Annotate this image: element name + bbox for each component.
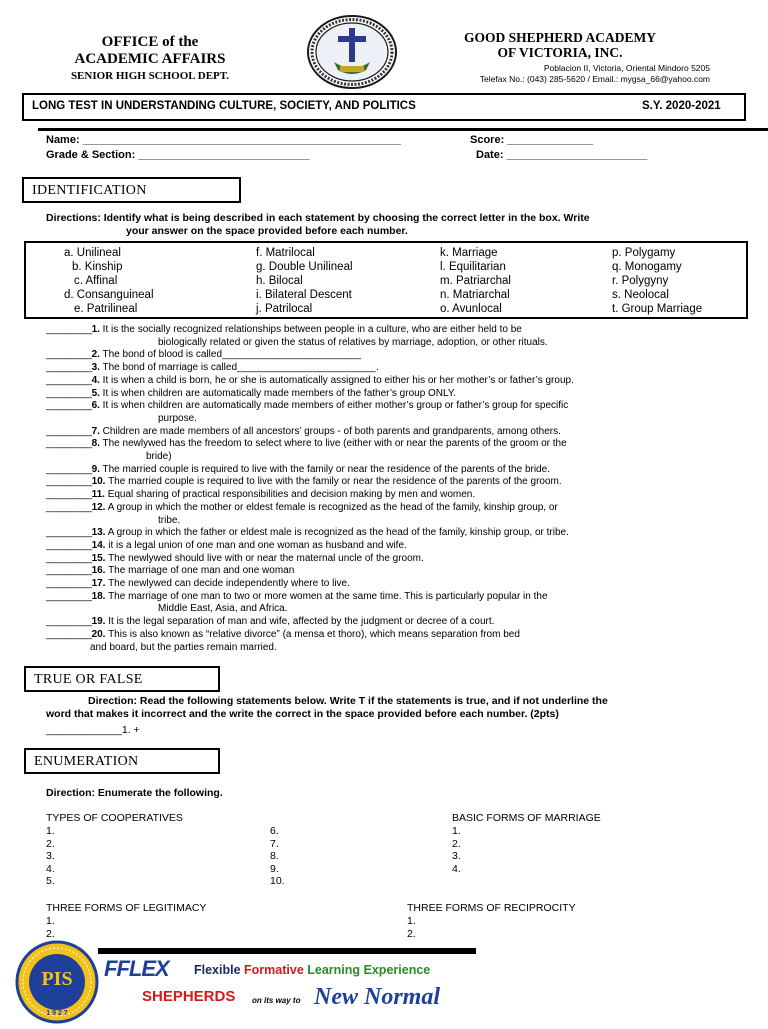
choice-item: q. Monogamy	[612, 261, 682, 273]
school-header	[410, 30, 710, 85]
identification-heading: IDENTIFICATION	[32, 183, 147, 198]
item-text: The marriage of one man and one woman	[105, 565, 295, 577]
types-of-cooperatives-col1	[46, 825, 55, 888]
enumeration-entry[interactable]: 3.	[46, 850, 55, 863]
item-text: The bond of blood is called_________________________	[99, 349, 362, 361]
answer-blank[interactable]: _________	[46, 349, 92, 361]
enumeration-directions: Direction: Enumerate the following.	[46, 787, 223, 799]
true-false-heading-box	[24, 666, 220, 692]
item-text: It is when children are automatically made members of either mother’s group or father’s group for specific	[99, 400, 569, 412]
item-number: 12.	[91, 501, 106, 513]
true-false-directions-line1: Direction: Read the following statements below. Write T if the statements is true, and if not underline the	[88, 695, 608, 707]
school-seal-logo	[306, 14, 398, 90]
answer-blank[interactable]: _________	[46, 578, 92, 589]
choice-item: a. Unilineal	[64, 247, 121, 259]
identification-item	[46, 540, 722, 553]
item-text: It is when a child is born, he or she is automatically assigned to either his or her mother’s or father’s group.	[99, 374, 574, 386]
enumeration-entry[interactable]: 9.	[270, 862, 279, 875]
item-text: Children are made members of all ancestors’ groups - of both parents and grandparents, among others.	[99, 425, 561, 437]
new-normal-text: New Normal	[314, 984, 440, 1010]
enumeration-entry[interactable]: 2.	[452, 837, 461, 850]
identification-item	[46, 591, 722, 604]
item-text: The bond of marriage is called_________________________.	[99, 362, 379, 374]
school-contact: Telefax No.: (043) 285-5620 / Email.: mygsa_66@yahoo.com	[479, 74, 710, 84]
identification-item	[46, 565, 722, 578]
basic-forms-of-marriage-list	[452, 825, 461, 875]
choice-item: j. Patrilocal	[256, 303, 313, 315]
item-text: A group in which the father or eldest male is recognized as the head of the family, kinship group, or tribe.	[105, 527, 569, 539]
identification-item	[46, 464, 722, 477]
item-number: 17.	[91, 578, 106, 589]
on-its-way-text: on its way to	[252, 996, 301, 1005]
true-false-item-1[interactable]: _____________1. +	[46, 724, 140, 736]
enumeration-entry[interactable]: 1.	[46, 825, 55, 837]
identification-item	[46, 553, 722, 566]
shepherds-text: SHEPHERDS	[142, 988, 236, 1005]
office-line3: SENIOR HIGH SCHOOL DEPT.	[70, 70, 230, 82]
identification-directions-line2: your answer on the space provided before each number.	[126, 225, 408, 237]
choice-item: o. Avunlocal	[440, 303, 502, 315]
answer-blank[interactable]: _________	[46, 362, 92, 374]
divider-line	[38, 128, 768, 131]
enumeration-heading-box	[24, 748, 220, 774]
item-text: it is a legal union of one man and one woman as husband and wife.	[105, 539, 407, 551]
answer-blank[interactable]: _________	[46, 590, 92, 602]
item-text: This is also known as “relative divorce” (a mensa et thoro), which means separation from bed	[105, 628, 520, 640]
basic-forms-of-marriage-title: BASIC FORMS OF MARRIAGE	[452, 812, 601, 824]
school-address: Poblacion II, Victoria, Oriental Mindoro 5205	[543, 63, 710, 73]
choice-item: b. Kinship	[72, 261, 123, 273]
item-number: 19.	[91, 616, 106, 628]
true-false-directions	[46, 695, 736, 721]
enumeration-entry[interactable]: 2.	[407, 927, 416, 940]
three-forms-of-reciprocity-title: THREE FORMS OF RECIPROCITY	[407, 902, 576, 914]
choice-item: h. Bilocal	[256, 275, 303, 287]
office-header	[40, 34, 260, 82]
enumeration-entry[interactable]: 10.	[270, 875, 285, 888]
item-number: 3.	[91, 362, 100, 374]
choice-item: l. Equilitarian	[440, 261, 506, 273]
item-text: The newlywed has the freedom to select where to live (either with or near the parents of the groom or the	[99, 438, 567, 450]
identification-item	[46, 426, 722, 439]
answer-blank[interactable]: _________	[46, 374, 92, 386]
identification-item	[46, 349, 722, 362]
identification-item	[46, 502, 722, 515]
pis-badge-year: 1 9 2 7	[46, 1010, 68, 1017]
answer-blank[interactable]: _________	[46, 489, 92, 501]
choice-item: p. Polygamy	[612, 247, 676, 259]
item-text-continued: purpose.	[158, 412, 197, 424]
item-number: 14.	[91, 539, 106, 551]
enumeration-entry[interactable]: 3.	[452, 850, 461, 863]
item-number: 16.	[91, 565, 106, 577]
school-name-line2: OF VICTORIA, INC.	[497, 45, 623, 60]
answer-blank[interactable]: _________	[46, 425, 92, 437]
choices-box	[24, 241, 748, 319]
item-text: The married couple is required to live with the family or near the residence of the parents of the bride.	[99, 463, 550, 475]
item-number: 15.	[91, 552, 106, 564]
test-title-box	[22, 93, 746, 121]
fflex-tagline	[194, 963, 430, 977]
score-field[interactable]: Score: ______________	[470, 134, 593, 146]
choice-item: e. Patrilineal	[74, 303, 138, 315]
identification-directions-line1: Directions: Identify what is being described in each statement by choosing the correct letter in the box. Write	[46, 212, 590, 224]
item-number: 11.	[91, 489, 105, 501]
item-text: The married couple is required to live with the family or near the residence of the parents of the groom.	[105, 476, 562, 488]
grade-section-field[interactable]: Grade & Section: ____________________________	[46, 149, 310, 161]
item-number: 20.	[91, 628, 106, 640]
tagline-formative: Formative	[244, 963, 304, 977]
enumeration-entry[interactable]: 1.	[46, 915, 55, 927]
identification-item	[46, 629, 722, 642]
office-line1: OFFICE of the	[101, 34, 199, 50]
three-forms-of-legitimacy-title: THREE FORMS OF LEGITIMACY	[46, 902, 207, 914]
name-field[interactable]: Name: ____________________________________________________	[46, 134, 401, 146]
item-text: It is when children are automatically made members of the father’s group ONLY.	[99, 387, 457, 399]
date-field[interactable]: Date: _______________________	[476, 149, 648, 161]
enumeration-entry[interactable]: 2.	[46, 927, 55, 940]
pis-badge-logo	[14, 940, 100, 1024]
enumeration-entry[interactable]: 6.	[270, 825, 279, 837]
choice-item: s. Neolocal	[612, 289, 669, 301]
enumeration-entry[interactable]: 4.	[46, 862, 55, 875]
item-number: 4.	[91, 374, 100, 386]
answer-blank[interactable]: _________	[46, 552, 92, 564]
choice-item: n. Matriarchal	[440, 289, 510, 301]
answer-blank[interactable]: _________	[46, 539, 92, 551]
item-number: 13.	[91, 527, 106, 539]
identification-item	[46, 489, 722, 502]
identification-heading-box	[22, 177, 241, 203]
enumeration-entry[interactable]: 7.	[270, 837, 279, 850]
school-name-line1: GOOD SHEPHERD ACADEMY	[463, 30, 656, 45]
item-number: 9.	[91, 463, 100, 475]
item-text: The marriage of one man to two or more women at the same time. This is particularly popular in the	[105, 590, 548, 602]
item-text-continued: Middle East, Asia, and Africa.	[158, 603, 288, 615]
choice-item: k. Marriage	[440, 247, 498, 259]
footer-bar	[98, 948, 476, 954]
item-number: 5.	[91, 387, 100, 399]
identification-directions	[46, 212, 736, 238]
item-number: 18.	[91, 590, 106, 602]
tagline-flexible: Flexible	[194, 963, 241, 977]
answer-blank[interactable]: _________	[46, 438, 92, 450]
identification-item	[46, 578, 722, 591]
identification-item	[46, 388, 722, 401]
identification-item	[46, 476, 722, 489]
answer-blank[interactable]: _________	[46, 476, 92, 488]
enumeration-entry[interactable]: 1.	[407, 915, 416, 927]
school-year: S.Y. 2020-2021	[642, 100, 721, 112]
item-text: The newlywed can decide independently where to live.	[105, 578, 350, 589]
answer-blank[interactable]: _________	[46, 527, 92, 539]
identification-item	[46, 400, 722, 413]
identification-item	[46, 438, 722, 451]
choice-item: c. Affinal	[74, 275, 118, 287]
test-title: LONG TEST IN UNDERSTANDING CULTURE, SOCIETY, AND POLITICS	[32, 100, 416, 112]
choice-item: d. Consanguineal	[64, 289, 154, 301]
choice-item: f. Matrilocal	[256, 247, 315, 259]
identification-item	[46, 527, 722, 540]
types-of-cooperatives-col2	[270, 825, 285, 888]
choice-item: r. Polygyny	[612, 275, 669, 287]
identification-item	[46, 324, 722, 337]
item-text: It is the socially recognized relationships between people in a culture, who are either held to be	[99, 324, 522, 335]
item-text-continued: biologically related or given the status of relatives by marriage, adoption, or other rituals.	[158, 336, 548, 348]
types-of-cooperatives-title: TYPES OF COOPERATIVES	[46, 812, 183, 824]
pis-badge-letters: PIS	[41, 968, 73, 990]
item-text-continued: and board, but the parties remain married.	[90, 641, 277, 653]
item-number: 2.	[91, 349, 100, 361]
item-number: 10.	[91, 476, 106, 488]
fflex-logo-text: FFLEX	[104, 956, 169, 981]
item-text: It is the legal separation of man and wife, affected by the judgment or decree of a court.	[105, 616, 495, 628]
identification-item	[46, 362, 722, 375]
answer-blank[interactable]: _________	[46, 628, 92, 640]
true-false-heading: TRUE OR FALSE	[34, 672, 143, 687]
answer-blank[interactable]: _________	[46, 616, 92, 628]
answer-blank[interactable]: _________	[46, 463, 92, 475]
item-number: 1.	[91, 324, 100, 335]
choice-item: i. Bilateral Descent	[256, 289, 352, 301]
enumeration-entry[interactable]: 2.	[46, 837, 55, 850]
item-text-continued: bride)	[146, 451, 172, 462]
three-forms-of-legitimacy-list	[46, 915, 55, 940]
choice-item: g. Double Unilineal	[256, 261, 353, 273]
choice-item: m. Patriarchal	[440, 275, 511, 287]
enumeration-heading: ENUMERATION	[34, 754, 139, 769]
enumeration-entry[interactable]: 8.	[270, 850, 279, 863]
item-number: 7.	[91, 425, 100, 437]
item-text-continued: tribe.	[158, 514, 181, 526]
choice-item: t. Group Marriage	[612, 303, 703, 315]
answer-blank[interactable]: _________	[46, 565, 92, 577]
enumeration-entry[interactable]: 1.	[452, 825, 461, 837]
tagline-learning: Learning Experience	[307, 963, 431, 977]
enumeration-entry[interactable]: 5.	[46, 875, 55, 888]
item-number: 6.	[91, 400, 100, 412]
identification-item	[46, 616, 722, 629]
answer-blank[interactable]: _________	[46, 400, 92, 412]
office-line2: ACADEMIC AFFAIRS	[74, 51, 226, 67]
enumeration-entry[interactable]: 4.	[452, 862, 461, 875]
item-text: A group in which the mother or eldest female is recognized as the head of the family, kinship group, or	[105, 501, 558, 513]
item-number: 8.	[91, 438, 100, 450]
item-text: The newlywed should live with or near the maternal uncle of the groom.	[105, 552, 424, 564]
answer-blank[interactable]: _________	[46, 324, 92, 335]
identification-item	[46, 375, 722, 388]
item-text: Equal sharing of practical responsibilities and decision making by men and women.	[104, 489, 476, 501]
three-forms-of-reciprocity-list	[407, 915, 416, 940]
answer-blank[interactable]: _________	[46, 501, 92, 513]
true-false-directions-line2: word that makes it incorrect and the write the correct in the space provided before each number. (2pts)	[46, 708, 559, 720]
answer-blank[interactable]: _________	[46, 387, 92, 399]
